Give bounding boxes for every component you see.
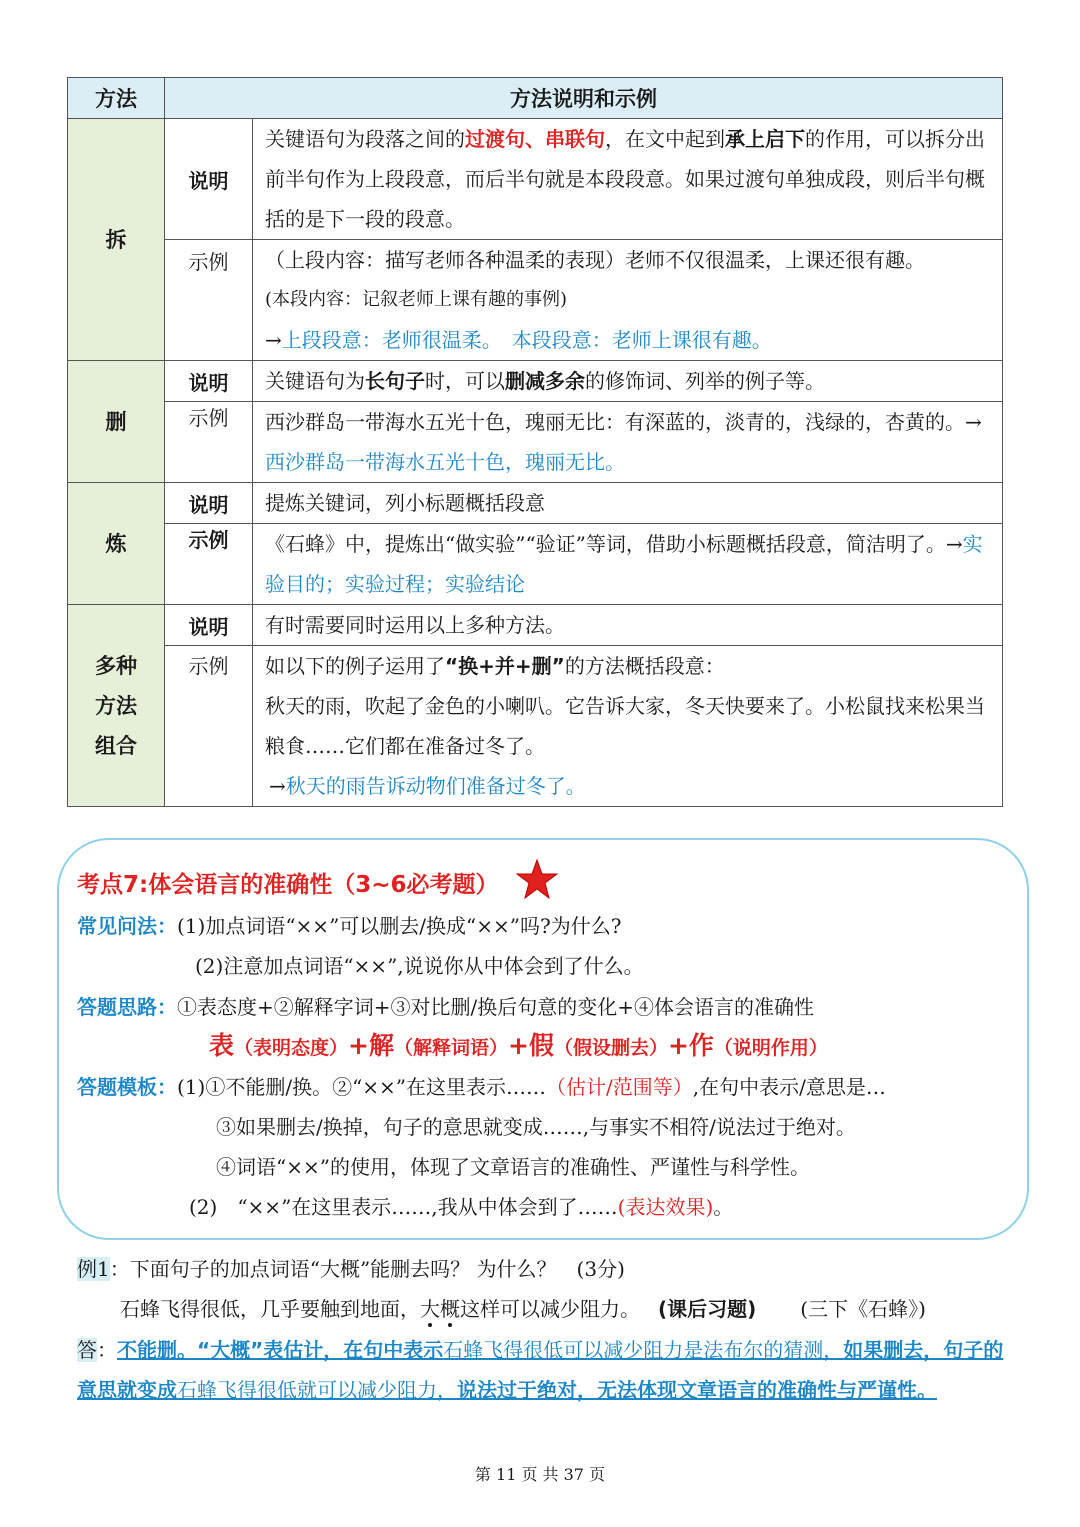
table-row: [68, 524, 1003, 605]
table-row: [68, 646, 1003, 807]
chai-example: （上段内容：描写老师各种温柔的表现）老师不仅很温柔，上课还很有趣。 (本段内容：记叙老师上课有趣的事例) →上段段意：老师很温柔。 本段段意：老师上课很有趣。: [253, 240, 1003, 361]
shan-desc: 关键语句为长句子时，可以删减多余的修饰词、列举的例子等。: [253, 361, 1003, 402]
kaodian-title: 考点7:体会语言的准确性（3~6必考题）: [77, 872, 499, 898]
page-number: 第 11 页 共 37 页: [474, 1465, 606, 1484]
table-row: [68, 240, 1003, 361]
row-label: 说明: [165, 119, 253, 240]
method-shan: 删: [68, 361, 165, 483]
example-question: 例1：下面句子的加点词语“大概”能删去吗？ 为什么？ (3分): [77, 1257, 625, 1281]
template-line-1: 答题模板：(1)①不能删/换。②“××”在这里表示……（估计/范围等）,在句中表示/意思是…: [77, 1075, 886, 1099]
template-line-2: ③如果删去/换掉，句子的意思就变成……,与事实不相符/说法过于绝对。: [216, 1115, 856, 1139]
star-icon: [516, 858, 558, 900]
row-label: 说明: [165, 605, 253, 646]
question-line-2: (2)注意加点词语“××”,说说你从中体会到了什么。: [195, 954, 644, 978]
row-label: 说明: [165, 361, 253, 402]
template-line-3: ④词语“××”的使用，体现了文章语言的准确性、严谨性与科学性。: [216, 1155, 810, 1179]
table-row: [68, 402, 1003, 483]
methods-table: [67, 77, 1003, 807]
method-chai: 拆: [68, 119, 165, 361]
multi-desc: 有时需要同时运用以上多种方法。: [253, 605, 1003, 646]
shan-example: 西沙群岛一带海水五光十色，瑰丽无比：有深蓝的，淡青的，浅绿的，杏黄的。→西沙群岛一带海水五光十色，瑰丽无比。: [253, 402, 1003, 483]
row-label: 示例: [165, 240, 253, 361]
idea-line: 答题思路：①表态度+②解释字词+③对比删/换后句意的变化+④体会语言的准确性: [77, 995, 815, 1019]
example-sentence: 石蜂飞得很低，几乎要触到地面，大概这样可以减少阻力。 (课后习题) (三下《石蜂》): [120, 1297, 926, 1321]
lian-desc: 提炼关键词，列小标题概括段意: [253, 483, 1003, 524]
template-line-4: (2) “××”在这里表示……,我从中体会到了……(表达效果)。: [189, 1195, 734, 1219]
example-answer: 答：不能删。“大概”表估计，在句中表示石蜂飞得很低可以减少阻力是法布尔的猜测，如果删去，句子的意思就变成石蜂飞得很低就可以减少阻力，说法过于绝对，无法体现文章语言的准确性与严谨性。: [77, 1338, 1004, 1402]
table-header-row: [68, 78, 1003, 119]
method-lian: 炼: [68, 483, 165, 605]
formula-line: 表（表明态度）+解（解释词语）+假（假设删去）+作（说明作用）: [209, 1031, 828, 1060]
table-row: [68, 605, 1003, 646]
question-line-1: 常见问法：(1)加点词语“××”可以删去/换成“××”吗?为什么?: [77, 914, 622, 938]
method-multi: 多种 方法 组合: [68, 605, 165, 807]
table-row: [68, 119, 1003, 240]
chai-desc: 关键语句为段落之间的过渡句、串联句，在文中起到承上启下的作用，可以拆分出前半句作为上段段意，而后半句就是本段段意。如果过渡句单独成段，则后半句概括的是下一段的段意。: [253, 119, 1003, 240]
table-row: [68, 361, 1003, 402]
row-label: 说明: [165, 483, 253, 524]
lian-example: 《石蜂》中，提炼出“做实验”“验证”等词，借助小标题概括段意，简洁明了。→实验目的；实验过程；实验结论: [253, 524, 1003, 605]
row-label: 示例: [165, 524, 253, 605]
multi-example: 如以下的例子运用了“换+并+删”的方法概括段意： 秋天的雨，吹起了金色的小喇叭。它告诉大家，冬天快要来了。小松鼠找来松果当粮食……它们都在准备过冬了。 →秋天的雨告诉动物们准备过冬了。: [253, 646, 1003, 807]
row-label: 示例: [165, 402, 253, 483]
row-label: 示例: [165, 646, 253, 807]
header-method: 方法: [68, 78, 165, 119]
table-row: [68, 483, 1003, 524]
header-explanation: 方法说明和示例: [165, 78, 1003, 119]
